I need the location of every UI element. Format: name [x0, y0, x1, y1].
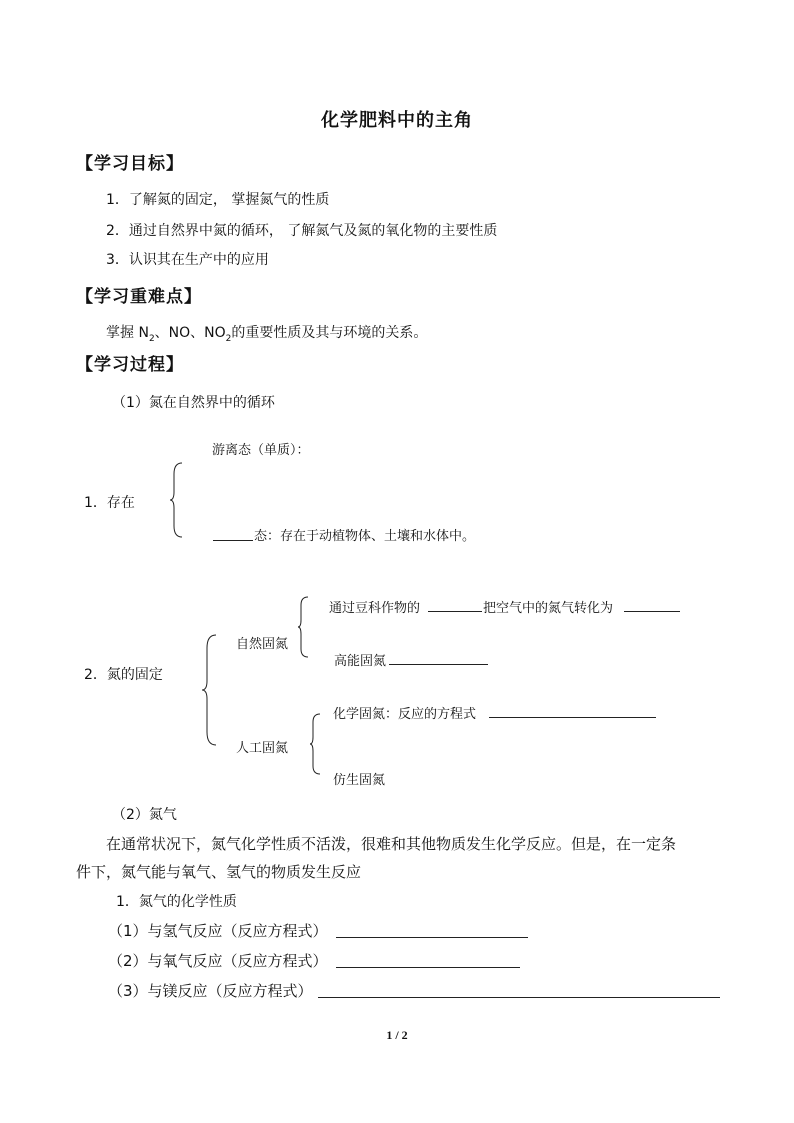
chem-props-heading: 1．氮气的化学性质: [116, 894, 237, 910]
fixation-label: 2．氮的固定: [84, 667, 163, 683]
section-heading-process: 【学习过程】: [76, 355, 184, 375]
objective-item: 1．了解氮的固定， 掌握氮气的性质: [106, 192, 330, 208]
objective-item: 2．通过自然界中氮的循环， 了解氮气及氮的氧化物的主要性质: [106, 223, 498, 239]
objective-item: 3．认识其在生产中的应用: [106, 252, 269, 268]
nitrogen-paragraph-line2: 件下，氮气能与氧气、氢气的物质发生反应: [76, 863, 362, 881]
combined-state-label: 态：存在于动植物体、土壤和水体中。: [254, 529, 476, 544]
nitrogen-heading: （2）氮气: [112, 807, 177, 823]
reaction-item: （2）与氧气反应（反应方程式）: [108, 952, 328, 970]
blank-high-energy[interactable]: [389, 664, 488, 665]
section-heading-objectives: 【学习目标】: [76, 154, 184, 174]
key-points-text: [106, 322, 427, 344]
reaction-item: （1）与氢气反应（反应方程式）: [108, 922, 328, 940]
page-title: 化学肥料中的主角: [321, 110, 473, 131]
fixation-brace: [202, 634, 218, 746]
key-points-mid: 、NO、NO: [154, 325, 226, 341]
natural-fixation-label: 自然固氮: [236, 637, 289, 652]
subscript: 2: [225, 333, 232, 344]
natural-fixation-a-part1: 通过豆科作物的: [329, 601, 421, 616]
blank-reaction-hydrogen[interactable]: [336, 937, 528, 938]
page-number: 1 / 2: [386, 1028, 408, 1042]
combined-state-blank[interactable]: [213, 540, 253, 541]
artificial-fixation-brace: [310, 713, 322, 775]
natural-fixation-brace: [298, 596, 310, 658]
blank-converted[interactable]: [624, 611, 680, 612]
natural-fixation-a-part2: 把空气中的氮气转化为: [483, 601, 614, 616]
subscript: 2: [148, 333, 155, 344]
blank-chemical-equation[interactable]: [489, 717, 656, 718]
natural-fixation-b: 高能固氮: [334, 654, 387, 669]
blank-legume[interactable]: [428, 611, 482, 612]
key-points-prefix: 掌握 N: [106, 325, 149, 341]
blank-reaction-magnesium[interactable]: [318, 997, 720, 998]
key-points-suffix: 的重要性质及其与环境的关系。: [231, 325, 428, 341]
artificial-fixation-a: 化学固氮：反应的方程式: [333, 707, 477, 722]
existence-brace: [170, 462, 184, 538]
section-heading-key-points: 【学习重难点】: [76, 287, 202, 307]
cycle-heading: （1）氮在自然界中的循环: [112, 395, 275, 411]
existence-label: 1．存在: [84, 495, 135, 511]
artificial-fixation-label: 人工固氮: [236, 741, 289, 756]
artificial-fixation-b: 仿生固氮: [333, 773, 386, 788]
nitrogen-paragraph-line1: 在通常状况下，氮气化学性质不活泼，很难和其他物质发生化学反应。但是，在一定条: [106, 835, 677, 853]
free-state-label: 游离态（单质）：: [212, 443, 310, 458]
blank-reaction-oxygen[interactable]: [336, 967, 520, 968]
reaction-item: （3）与镁反应（反应方程式）: [108, 982, 313, 1000]
